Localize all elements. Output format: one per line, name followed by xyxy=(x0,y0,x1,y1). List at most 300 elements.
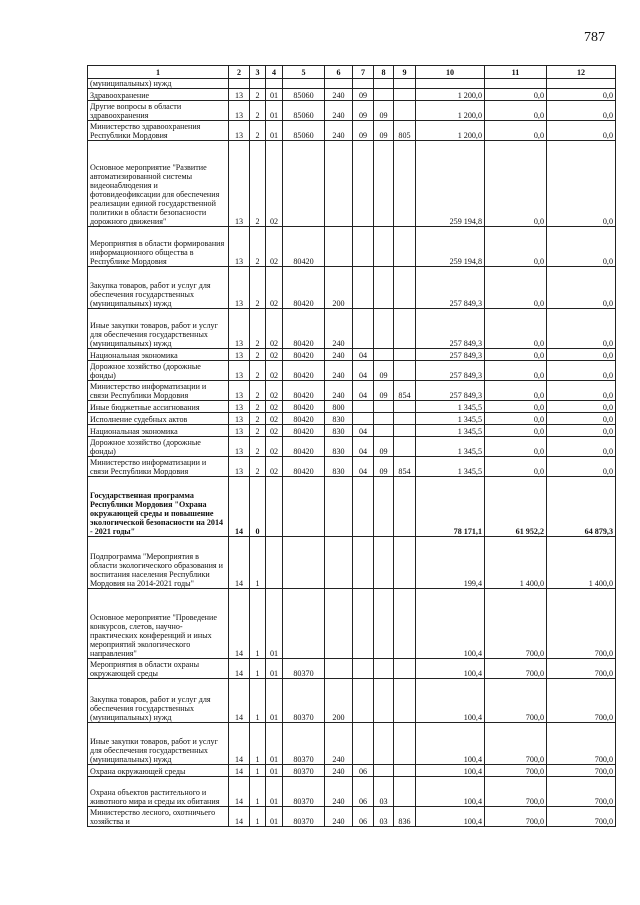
row-cell-col2: 13 xyxy=(229,425,250,437)
row-cell-col3: 2 xyxy=(250,413,266,425)
row-cell-col8 xyxy=(374,79,394,89)
row-cell-col8 xyxy=(374,765,394,777)
table-row xyxy=(88,79,616,89)
row-cell-col9 xyxy=(394,589,416,659)
table-row xyxy=(88,537,616,589)
row-cell-col8: 09 xyxy=(374,121,394,141)
row-cell-col12: 0,0 xyxy=(547,309,616,349)
row-cell-col3: 1 xyxy=(250,807,266,827)
row-cell-col11: 0,0 xyxy=(485,457,547,477)
row-cell-col10: 100,4 xyxy=(416,723,485,765)
row-cell-col9 xyxy=(394,79,416,89)
row-cell-col7 xyxy=(353,659,374,679)
row-cell-col9 xyxy=(394,425,416,437)
row-description: Исполнение судебных актов xyxy=(88,413,229,425)
row-cell-col9: 836 xyxy=(394,807,416,827)
row-cell-col10: 100,4 xyxy=(416,765,485,777)
row-cell-col12: 0,0 xyxy=(547,437,616,457)
row-cell-col11: 700,0 xyxy=(485,659,547,679)
row-cell-col3: 1 xyxy=(250,765,266,777)
row-cell-col3: 1 xyxy=(250,723,266,765)
row-cell-col12: 0,0 xyxy=(547,401,616,413)
row-cell-col10: 1 200,0 xyxy=(416,89,485,101)
row-cell-col5: 80370 xyxy=(283,777,325,807)
row-cell-col12: 700,0 xyxy=(547,777,616,807)
row-cell-col7 xyxy=(353,413,374,425)
row-cell-col6: 240 xyxy=(325,309,353,349)
row-cell-col4: 02 xyxy=(266,437,283,457)
row-cell-col7: 09 xyxy=(353,121,374,141)
row-description: Закупка товаров, работ и услуг для обеспечения государственных (муниципальных) нужд xyxy=(88,267,229,309)
row-cell-col10: 100,4 xyxy=(416,589,485,659)
row-cell-col12: 0,0 xyxy=(547,381,616,401)
row-cell-col2: 14 xyxy=(229,659,250,679)
row-cell-col4: 02 xyxy=(266,267,283,309)
table-row xyxy=(88,425,616,437)
row-cell-col11: 61 952,2 xyxy=(485,477,547,537)
row-cell-col2: 13 xyxy=(229,89,250,101)
row-cell-col6: 240 xyxy=(325,121,353,141)
row-cell-col9 xyxy=(394,679,416,723)
row-cell-col11: 700,0 xyxy=(485,777,547,807)
row-cell-col10: 1 345,5 xyxy=(416,457,485,477)
row-cell-col5 xyxy=(283,477,325,537)
row-cell-col10: 100,4 xyxy=(416,807,485,827)
row-cell-col4: 01 xyxy=(266,807,283,827)
row-description: Закупка товаров, работ и услуг для обеспечения государственных (муниципальных) нужд xyxy=(88,679,229,723)
row-cell-col9 xyxy=(394,537,416,589)
row-cell-col9 xyxy=(394,659,416,679)
row-cell-col7 xyxy=(353,227,374,267)
table-row xyxy=(88,679,616,723)
row-cell-col4 xyxy=(266,537,283,589)
row-cell-col7 xyxy=(353,477,374,537)
row-cell-col10: 100,4 xyxy=(416,777,485,807)
column-header-9: 9 xyxy=(394,66,416,79)
row-cell-col11: 0,0 xyxy=(485,101,547,121)
row-cell-col8 xyxy=(374,659,394,679)
row-cell-col11: 0,0 xyxy=(485,309,547,349)
row-cell-col8: 03 xyxy=(374,807,394,827)
row-cell-col6: 240 xyxy=(325,777,353,807)
row-cell-col3: 2 xyxy=(250,401,266,413)
row-cell-col5: 80420 xyxy=(283,401,325,413)
row-cell-col10 xyxy=(416,79,485,89)
table-row xyxy=(88,723,616,765)
row-cell-col2: 14 xyxy=(229,807,250,827)
row-cell-col10: 100,4 xyxy=(416,679,485,723)
row-cell-col4: 02 xyxy=(266,141,283,227)
row-cell-col9 xyxy=(394,437,416,457)
row-cell-col3: 2 xyxy=(250,121,266,141)
row-cell-col2: 13 xyxy=(229,309,250,349)
row-description: Здравоохранение xyxy=(88,89,229,101)
row-cell-col12: 0,0 xyxy=(547,457,616,477)
row-cell-col2: 13 xyxy=(229,361,250,381)
row-description: Национальная экономика xyxy=(88,425,229,437)
row-cell-col5: 80420 xyxy=(283,381,325,401)
row-cell-col7: 06 xyxy=(353,765,374,777)
row-description: Министерство информатизации и связи Республики Мордовия xyxy=(88,457,229,477)
row-cell-col6 xyxy=(325,589,353,659)
row-cell-col4: 01 xyxy=(266,723,283,765)
row-cell-col10: 199,4 xyxy=(416,537,485,589)
table-row xyxy=(88,349,616,361)
row-cell-col2 xyxy=(229,79,250,89)
row-cell-col5: 80420 xyxy=(283,425,325,437)
row-cell-col4: 01 xyxy=(266,589,283,659)
row-cell-col4: 01 xyxy=(266,777,283,807)
row-cell-col12: 0,0 xyxy=(547,141,616,227)
row-cell-col10: 78 171,1 xyxy=(416,477,485,537)
row-cell-col5: 85060 xyxy=(283,89,325,101)
row-cell-col10: 1 200,0 xyxy=(416,101,485,121)
row-cell-col8 xyxy=(374,537,394,589)
row-cell-col7 xyxy=(353,537,374,589)
row-cell-col9 xyxy=(394,101,416,121)
row-cell-col6: 830 xyxy=(325,457,353,477)
row-cell-col8 xyxy=(374,401,394,413)
row-cell-col5 xyxy=(283,141,325,227)
row-cell-col5: 80420 xyxy=(283,227,325,267)
row-cell-col8 xyxy=(374,425,394,437)
row-cell-col12: 1 400,0 xyxy=(547,537,616,589)
row-cell-col3: 1 xyxy=(250,589,266,659)
row-cell-col11 xyxy=(485,79,547,89)
row-cell-col6: 240 xyxy=(325,89,353,101)
row-cell-col10: 259 194,8 xyxy=(416,141,485,227)
table-row xyxy=(88,361,616,381)
row-cell-col5: 80420 xyxy=(283,309,325,349)
row-cell-col12 xyxy=(547,79,616,89)
row-description: Министерство здравоохранения Республики Мордовия xyxy=(88,121,229,141)
column-header-8: 8 xyxy=(374,66,394,79)
row-description: Дорожное хозяйство (дорожные фонды) xyxy=(88,437,229,457)
table-row xyxy=(88,309,616,349)
row-cell-col7 xyxy=(353,309,374,349)
row-description: Иные закупки товаров, работ и услуг для обеспечения государственных (муниципальных) нужд xyxy=(88,309,229,349)
table-row xyxy=(88,807,616,827)
row-cell-col6: 240 xyxy=(325,381,353,401)
row-cell-col9 xyxy=(394,477,416,537)
row-cell-col11: 700,0 xyxy=(485,765,547,777)
row-cell-col3: 2 xyxy=(250,227,266,267)
row-cell-col2: 13 xyxy=(229,457,250,477)
row-cell-col4: 02 xyxy=(266,401,283,413)
row-cell-col12: 0,0 xyxy=(547,425,616,437)
row-cell-col8 xyxy=(374,589,394,659)
row-cell-col7 xyxy=(353,589,374,659)
row-description: Охрана объектов растительного и животного мира и среды их обитания xyxy=(88,777,229,807)
row-cell-col11: 0,0 xyxy=(485,413,547,425)
table-row xyxy=(88,777,616,807)
row-cell-col11: 700,0 xyxy=(485,589,547,659)
row-cell-col8: 09 xyxy=(374,361,394,381)
row-cell-col4: 01 xyxy=(266,659,283,679)
row-cell-col7: 06 xyxy=(353,807,374,827)
row-cell-col10: 1 345,5 xyxy=(416,401,485,413)
row-cell-col3: 2 xyxy=(250,425,266,437)
table-row xyxy=(88,227,616,267)
row-cell-col10: 257 849,3 xyxy=(416,267,485,309)
table-row xyxy=(88,141,616,227)
row-cell-col7 xyxy=(353,79,374,89)
row-cell-col6: 830 xyxy=(325,437,353,457)
row-cell-col11: 0,0 xyxy=(485,425,547,437)
row-cell-col2: 13 xyxy=(229,141,250,227)
row-cell-col9 xyxy=(394,349,416,361)
row-cell-col3: 2 xyxy=(250,101,266,121)
row-cell-col9 xyxy=(394,267,416,309)
row-cell-col3: 2 xyxy=(250,141,266,227)
row-cell-col11: 700,0 xyxy=(485,723,547,765)
row-cell-col5: 80370 xyxy=(283,659,325,679)
row-cell-col2: 13 xyxy=(229,401,250,413)
column-header-4: 4 xyxy=(266,66,283,79)
row-cell-col12: 700,0 xyxy=(547,765,616,777)
row-cell-col12: 0,0 xyxy=(547,413,616,425)
row-cell-col5: 85060 xyxy=(283,101,325,121)
column-header-7: 7 xyxy=(353,66,374,79)
row-cell-col6: 830 xyxy=(325,425,353,437)
row-cell-col2: 14 xyxy=(229,723,250,765)
row-description: Другие вопросы в области здравоохранения xyxy=(88,101,229,121)
row-cell-col2: 14 xyxy=(229,537,250,589)
row-cell-col7 xyxy=(353,723,374,765)
row-cell-col9 xyxy=(394,765,416,777)
row-cell-col12: 700,0 xyxy=(547,589,616,659)
column-header-1: 1 xyxy=(88,66,229,79)
row-description: Иные закупки товаров, работ и услуг для обеспечения государственных (муниципальных) нужд xyxy=(88,723,229,765)
row-cell-col7 xyxy=(353,267,374,309)
row-cell-col6 xyxy=(325,227,353,267)
row-cell-col3 xyxy=(250,79,266,89)
row-cell-col12: 0,0 xyxy=(547,121,616,141)
row-description: Министерство информатизации и связи Республики Мордовия xyxy=(88,381,229,401)
row-cell-col5: 80420 xyxy=(283,349,325,361)
row-cell-col6 xyxy=(325,537,353,589)
row-cell-col2: 13 xyxy=(229,413,250,425)
row-cell-col10: 259 194,8 xyxy=(416,227,485,267)
column-header-5: 5 xyxy=(283,66,325,79)
row-cell-col11: 0,0 xyxy=(485,381,547,401)
row-cell-col5: 80420 xyxy=(283,437,325,457)
row-cell-col9: 805 xyxy=(394,121,416,141)
row-cell-col4: 02 xyxy=(266,361,283,381)
row-description: Мероприятия в области формирования информационного общества в Республике Мордовия xyxy=(88,227,229,267)
table-row xyxy=(88,413,616,425)
row-cell-col5: 80370 xyxy=(283,765,325,777)
table-row xyxy=(88,381,616,401)
row-cell-col7: 04 xyxy=(353,349,374,361)
row-cell-col12: 0,0 xyxy=(547,89,616,101)
row-cell-col12: 700,0 xyxy=(547,659,616,679)
row-cell-col8 xyxy=(374,267,394,309)
row-cell-col3: 2 xyxy=(250,361,266,381)
row-cell-col6: 240 xyxy=(325,361,353,381)
row-cell-col8 xyxy=(374,477,394,537)
row-cell-col3: 1 xyxy=(250,537,266,589)
row-cell-col8: 03 xyxy=(374,777,394,807)
row-cell-col4: 01 xyxy=(266,121,283,141)
row-cell-col2: 14 xyxy=(229,765,250,777)
row-cell-col3: 0 xyxy=(250,477,266,537)
row-cell-col6: 240 xyxy=(325,765,353,777)
row-cell-col3: 2 xyxy=(250,349,266,361)
row-cell-col7: 04 xyxy=(353,361,374,381)
row-cell-col8 xyxy=(374,227,394,267)
row-description: Основное мероприятие "Проведение конкурсов, слетов, научно-практических конференций и иных мероприятий экологического направления" xyxy=(88,589,229,659)
row-cell-col12: 0,0 xyxy=(547,361,616,381)
row-cell-col3: 2 xyxy=(250,381,266,401)
row-cell-col11: 0,0 xyxy=(485,349,547,361)
row-cell-col5 xyxy=(283,589,325,659)
row-cell-col2: 14 xyxy=(229,679,250,723)
row-cell-col6 xyxy=(325,477,353,537)
row-cell-col7 xyxy=(353,141,374,227)
row-cell-col8 xyxy=(374,723,394,765)
table-row xyxy=(88,457,616,477)
row-cell-col2: 13 xyxy=(229,227,250,267)
row-cell-col5 xyxy=(283,537,325,589)
row-cell-col3: 1 xyxy=(250,777,266,807)
table-row xyxy=(88,121,616,141)
row-cell-col10: 1 345,5 xyxy=(416,413,485,425)
row-cell-col7: 09 xyxy=(353,89,374,101)
row-cell-col10: 1 345,5 xyxy=(416,425,485,437)
row-cell-col12: 0,0 xyxy=(547,227,616,267)
row-cell-col3: 2 xyxy=(250,89,266,101)
row-cell-col5: 80370 xyxy=(283,723,325,765)
row-cell-col7 xyxy=(353,679,374,723)
row-cell-col3: 2 xyxy=(250,457,266,477)
row-cell-col5: 80420 xyxy=(283,267,325,309)
row-cell-col6: 800 xyxy=(325,401,353,413)
row-cell-col8 xyxy=(374,141,394,227)
row-cell-col12: 700,0 xyxy=(547,723,616,765)
table-row xyxy=(88,437,616,457)
row-cell-col9 xyxy=(394,777,416,807)
row-cell-col10: 1 345,5 xyxy=(416,437,485,457)
row-cell-col6: 830 xyxy=(325,413,353,425)
row-cell-col8: 09 xyxy=(374,101,394,121)
row-cell-col3: 2 xyxy=(250,437,266,457)
row-cell-col5: 80370 xyxy=(283,679,325,723)
row-cell-col7: 04 xyxy=(353,437,374,457)
table-header xyxy=(88,66,616,79)
row-cell-col2: 13 xyxy=(229,121,250,141)
row-cell-col10: 257 849,3 xyxy=(416,381,485,401)
row-cell-col2: 13 xyxy=(229,381,250,401)
row-cell-col5: 80370 xyxy=(283,807,325,827)
row-cell-col6 xyxy=(325,141,353,227)
row-cell-col2: 14 xyxy=(229,777,250,807)
row-cell-col4: 02 xyxy=(266,425,283,437)
row-description: Подпрограмма "Мероприятия в области экологического образования и воспитания населения Республики Мордовия на 2014-2021 годы" xyxy=(88,537,229,589)
row-cell-col6: 240 xyxy=(325,101,353,121)
row-cell-col9 xyxy=(394,89,416,101)
row-cell-col3: 2 xyxy=(250,309,266,349)
row-cell-col10: 257 849,3 xyxy=(416,349,485,361)
row-cell-col2: 13 xyxy=(229,101,250,121)
column-header-12: 12 xyxy=(547,66,616,79)
row-cell-col7: 04 xyxy=(353,425,374,437)
row-cell-col12: 64 879,3 xyxy=(547,477,616,537)
row-cell-col8: 09 xyxy=(374,381,394,401)
row-cell-col4 xyxy=(266,477,283,537)
row-cell-col6 xyxy=(325,659,353,679)
row-cell-col10: 1 200,0 xyxy=(416,121,485,141)
budget-table xyxy=(87,65,616,827)
row-cell-col4: 01 xyxy=(266,765,283,777)
row-cell-col11: 0,0 xyxy=(485,437,547,457)
row-cell-col12: 0,0 xyxy=(547,267,616,309)
row-cell-col9: 854 xyxy=(394,457,416,477)
row-cell-col9 xyxy=(394,401,416,413)
table-body xyxy=(88,79,616,827)
row-cell-col6: 200 xyxy=(325,267,353,309)
row-cell-col11: 0,0 xyxy=(485,227,547,267)
row-cell-col10: 257 849,3 xyxy=(416,309,485,349)
table-row xyxy=(88,589,616,659)
row-cell-col2: 13 xyxy=(229,349,250,361)
row-cell-col4: 02 xyxy=(266,309,283,349)
row-cell-col11: 0,0 xyxy=(485,267,547,309)
row-cell-col9 xyxy=(394,227,416,267)
row-cell-col11: 0,0 xyxy=(485,401,547,413)
table-row xyxy=(88,659,616,679)
row-cell-col8 xyxy=(374,679,394,723)
row-cell-col4 xyxy=(266,79,283,89)
row-description: Национальная экономика xyxy=(88,349,229,361)
row-cell-col9: 854 xyxy=(394,381,416,401)
row-cell-col4: 01 xyxy=(266,101,283,121)
row-cell-col9 xyxy=(394,413,416,425)
row-cell-col4: 02 xyxy=(266,457,283,477)
row-cell-col5: 85060 xyxy=(283,121,325,141)
row-cell-col11: 1 400,0 xyxy=(485,537,547,589)
row-cell-col8 xyxy=(374,309,394,349)
row-cell-col8: 09 xyxy=(374,437,394,457)
row-cell-col11: 0,0 xyxy=(485,121,547,141)
column-header-11: 11 xyxy=(485,66,547,79)
table-row xyxy=(88,401,616,413)
row-cell-col6 xyxy=(325,79,353,89)
row-cell-col11: 0,0 xyxy=(485,89,547,101)
row-cell-col8 xyxy=(374,89,394,101)
table-row xyxy=(88,267,616,309)
row-description: Министерство лесного, охотничьего хозяйства и xyxy=(88,807,229,827)
row-cell-col4: 02 xyxy=(266,413,283,425)
row-cell-col12: 0,0 xyxy=(547,101,616,121)
page-number: 787 xyxy=(584,30,605,45)
row-cell-col6: 240 xyxy=(325,807,353,827)
row-cell-col5: 80420 xyxy=(283,361,325,381)
row-description: Государственная программа Республики Мордовия "Охрана окружающей среды и повышение экологической безопасности на 2014 - 2021 годы" xyxy=(88,477,229,537)
row-cell-col5 xyxy=(283,79,325,89)
row-cell-col4: 02 xyxy=(266,381,283,401)
row-cell-col8 xyxy=(374,413,394,425)
row-cell-col2: 14 xyxy=(229,589,250,659)
table-row xyxy=(88,101,616,121)
row-cell-col12: 700,0 xyxy=(547,807,616,827)
row-cell-col7: 04 xyxy=(353,457,374,477)
table-row xyxy=(88,477,616,537)
row-cell-col4: 01 xyxy=(266,679,283,723)
row-cell-col2: 13 xyxy=(229,267,250,309)
row-description: Основное мероприятие "Развитие автоматизированной системы видеонаблюдения и фотовидеофиксации для обеспечения реализации единой государственной политики в области безопасности дорожного движения" xyxy=(88,141,229,227)
column-header-6: 6 xyxy=(325,66,353,79)
